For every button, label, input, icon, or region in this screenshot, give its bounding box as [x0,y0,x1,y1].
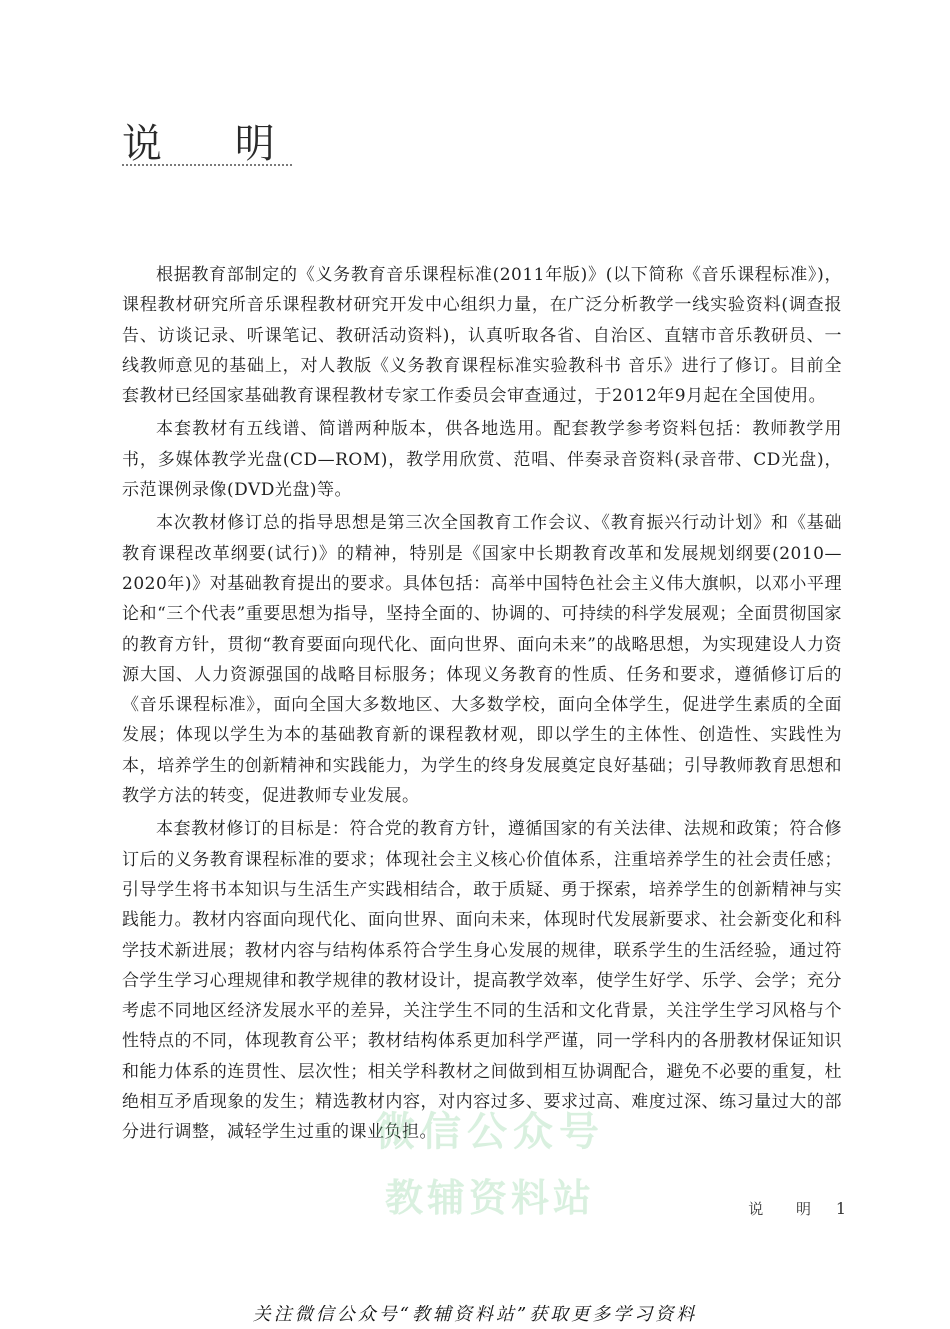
paragraph-2: 本套教材有五线谱、简谱两种版本，供各地选用。配套教学参考资料包括：教师教学用书，多媒体教学光盘(CD—ROM)，教学用欣赏、范唱、伴奏录音资料(录音带、CD光盘)，示范课例录像(DVD光盘)等。 [122,419,842,501]
paragraph-1: 根据教育部制定的《义务教育音乐课程标准(2011年版)》(以下简称《音乐课程标准》)，课程教材研究所音乐课程教材研究开发中心组织力量，在广泛分析教学一线实验资料(调查报告、访谈记录、听课笔记、教研活动资料)，认真听取各省、自治区、直辖市音乐教研员、一线教师意见的基础上，对人教版《义务教育课程标准实验教科书 音乐》进行了修订。目前全套教材已经国家基础教育课程教材专家工作委员会审查通过，于2012年9月起在全国使用。 [122,265,842,407]
page-title: 说 明 [122,121,305,167]
title-dotted-rule [122,164,292,166]
body-text [122,260,842,1151]
footer-section-label: 说 明 [748,1200,826,1218]
page-number: 1 [835,1199,846,1218]
page-footer [748,1198,846,1219]
bottom-promo-note: 关注微信公众号“教辅资料站”获取更多学习资料 [252,1304,698,1325]
paragraph-4: 本套教材修订的目标是：符合党的教育方针，遵循国家的有关法律、法规和政策；符合修订后的义务教育课程标准的要求；体现社会主义核心价值体系，注重培养学生的社会责任感；引导学生将书本知识与生活生产实践相结合，敢于质疑、勇于探索，培养学生的创新精神与实践能力。教材内容面向现代化、面向世界、面向未来，体现时代发展新要求、社会新变化和科学技术新进展；教材内容与结构体系符合学生身心发展的规律，联系学生的生活经验，通过符合学生学习心理规律和教学规律的教材设计，提高教学效率，使学生好学、乐学、会学；充分考虑不同地区经济发展水平的差异，关注学生不同的生活和文化背景，关注学生学习风格与个性特点的不同，体现教育公平；教材结构体系更加科学严谨，同一学科内的各册教材保证知识和能力体系的连贯性、层次性；相关学科教材之间做到相互协调配合，避免不必要的重复，杜绝相互矛盾现象的发生；精选教材内容，对内容过多、要求过高、难度过深、练习量过大的部分进行调整，减轻学生过重的课业负担。 [122,819,842,1143]
paragraph-3: 本次教材修订总的指导思想是第三次全国教育工作会议、《教育振兴行动计划》和《基础教育课程改革纲要(试行)》的精神，特别是《国家中长期教育改革和发展规划纲要(2010—2020年)》对基础教育提出的要求。具体包括：高举中国特色社会主义伟大旗帜，以邓小平理论和“三个代表”重要思想为指导，坚持全面的、协调的、可持续的科学发展观；全面贯彻国家的教育方针，贯彻“教育要面向现代化、面向世界、面向未来”的战略思想，为实现建设人力资源大国、人力资源强国的战略目标服务；体现义务教育的性质、任务和要求，遵循修订后的《音乐课程标准》，面向全国大多数地区、大多数学校，面向全体学生，促进学生素质的全面发展；体现以学生为本的基础教育新的课程教材观，即以学生的主体性、创造性、实践性为本，培养学生的创新精神和实践能力，为学生的终身发展奠定良好基础；引导教师教育思想和教学方法的转变，促进教师专业发展。 [122,513,842,807]
watermark-line-2: 教辅资料站 [384,1176,595,1220]
watermark-line-1: 微信公众号 [375,1109,605,1155]
